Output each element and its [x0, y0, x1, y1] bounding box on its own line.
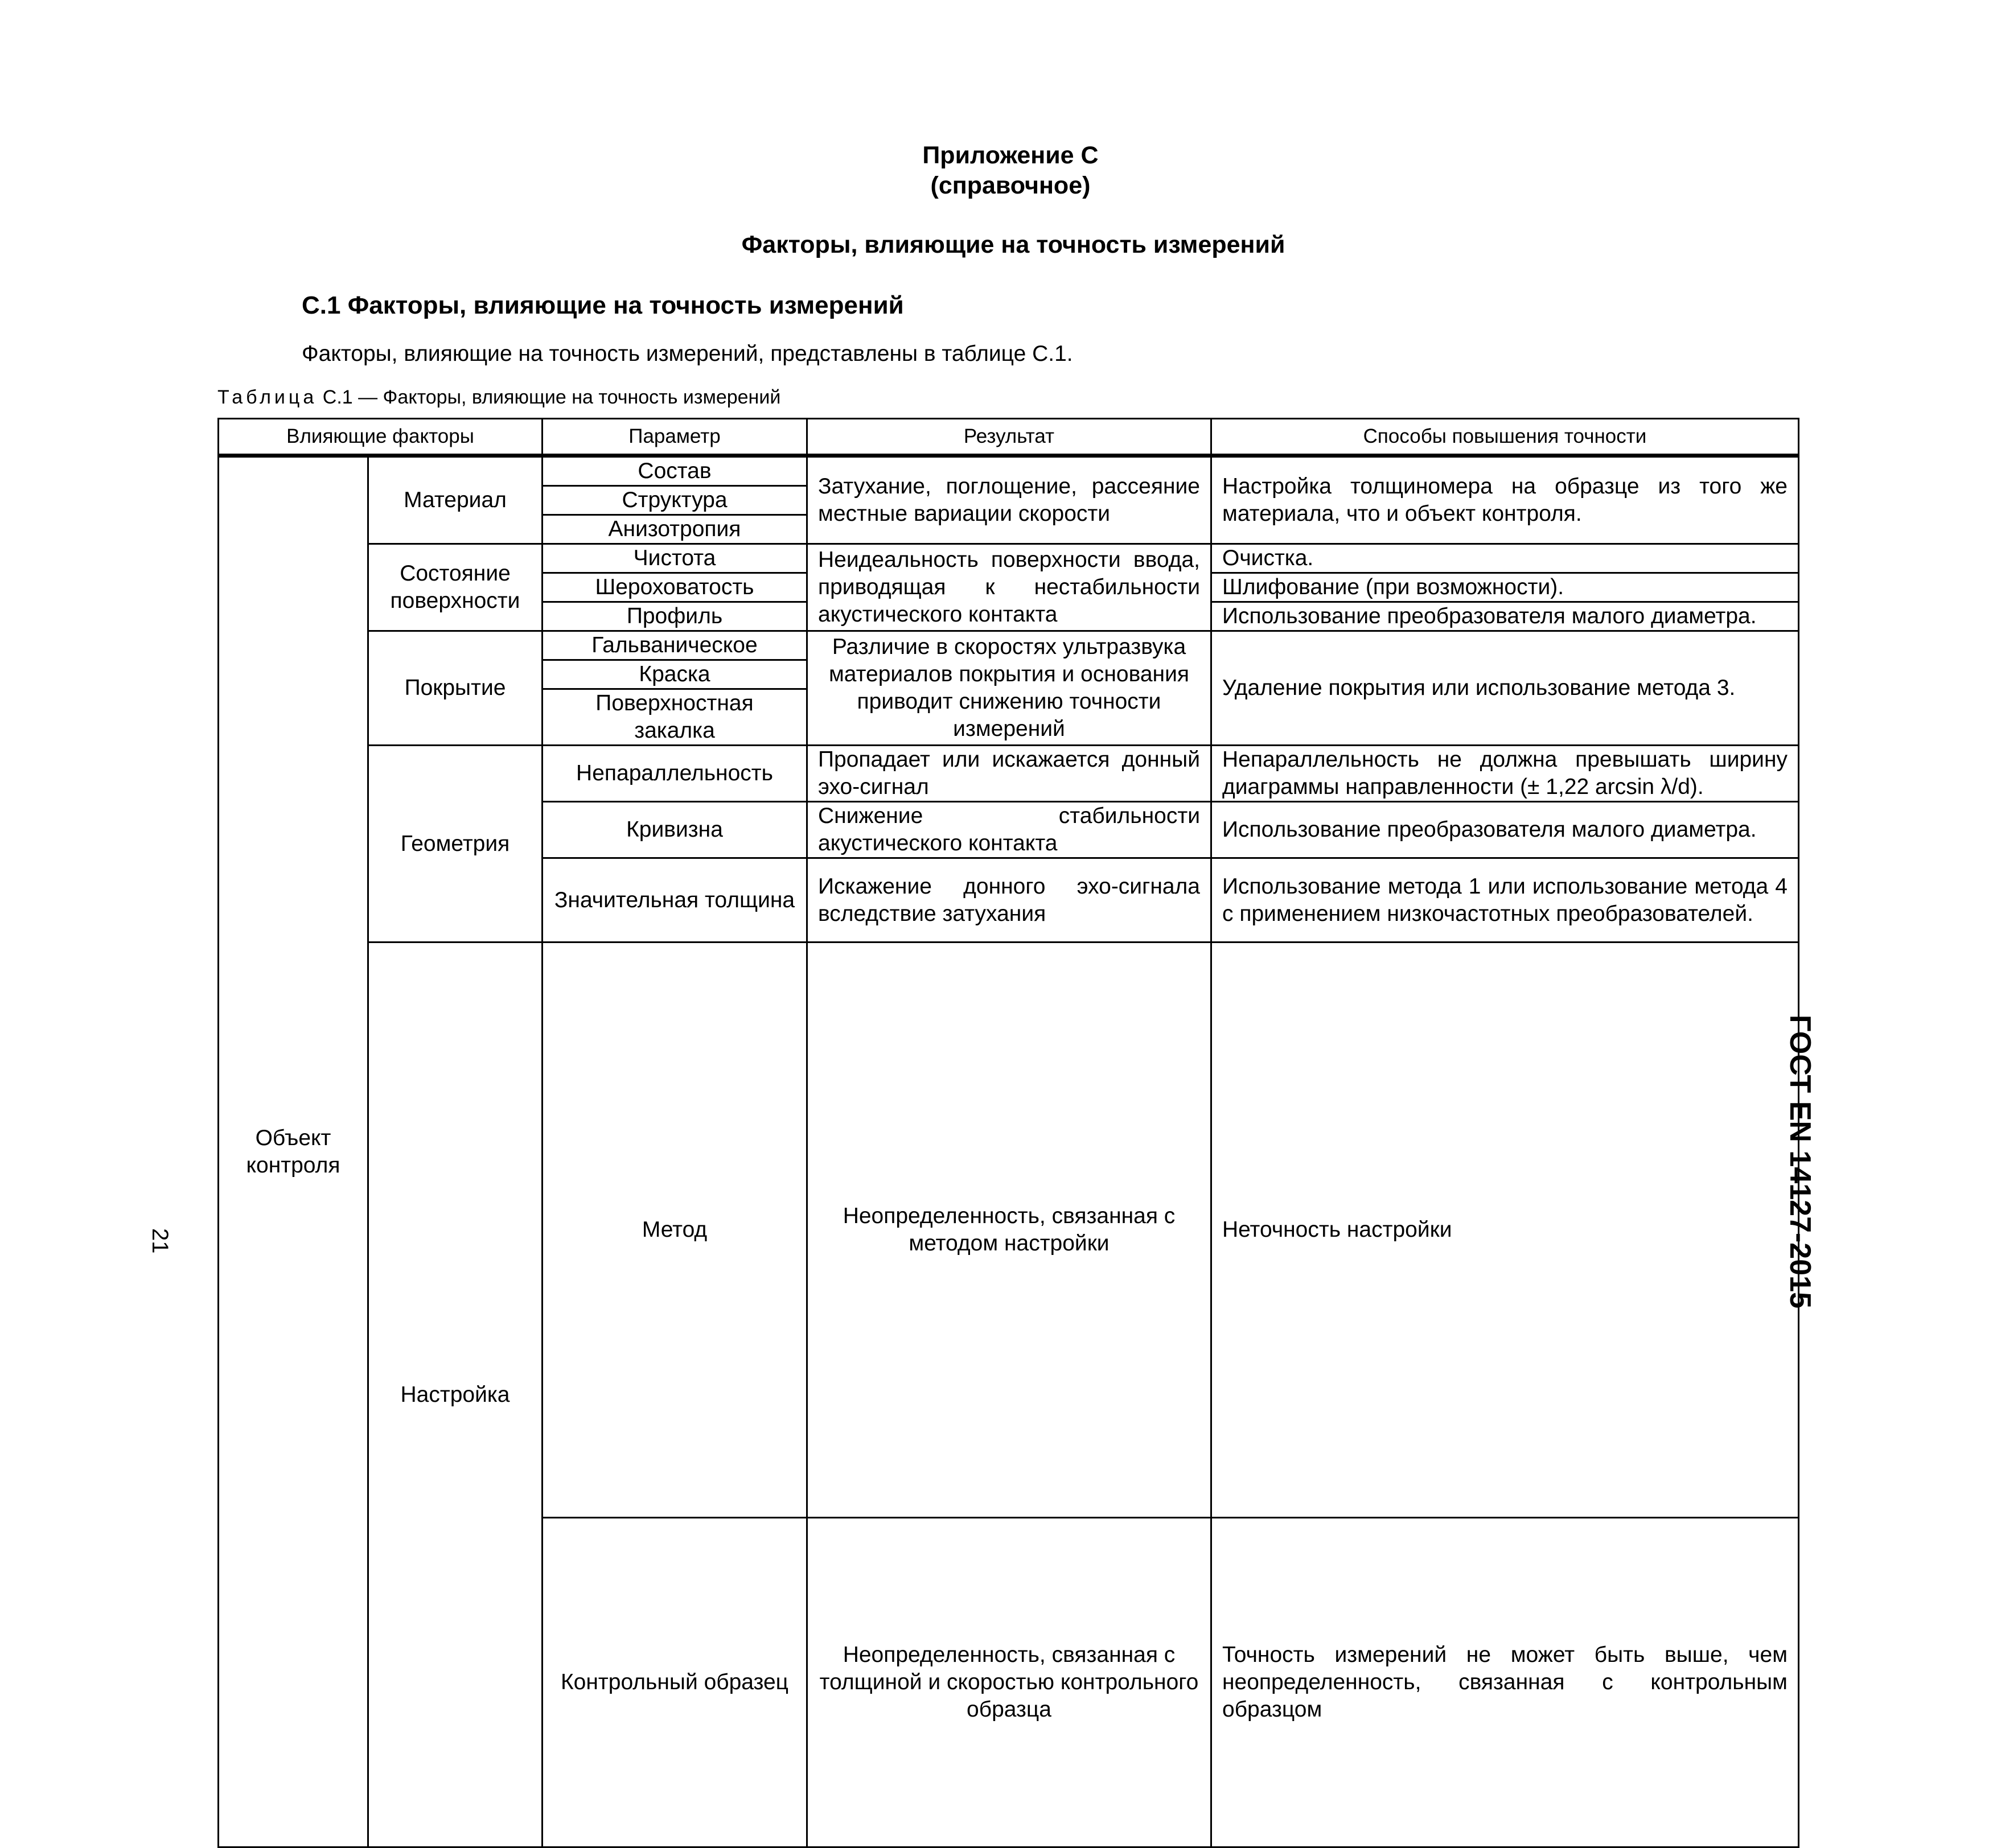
factor-material: Материал: [368, 456, 543, 544]
param-curvature: Кривизна: [543, 802, 807, 858]
appendix-title: Приложение С: [922, 142, 1099, 169]
result-coating: Различие в скоростях ультразвука материалов покрытия и основания приводит снижению точности измерений: [807, 631, 1211, 746]
group-setup: Настройка: [368, 942, 543, 1847]
result-sample: Точность измерений не может быть выше, чем неопределенность, связанная с контрольным образцом: [1211, 1518, 1799, 1847]
table-row: [219, 942, 1799, 1518]
param-sample-uncertainty: Неопределенность, связанная с толщиной и скоростью контрольного образца: [807, 1518, 1211, 1847]
table-header-row: [219, 419, 1799, 456]
group-object-control: Объект контроля: [219, 456, 368, 1847]
param-method-uncertainty: Неопределенность, связанная с методом настройки: [807, 942, 1211, 1518]
method-cleaning: Очистка.: [1211, 544, 1799, 573]
table-caption-label: Таблица: [217, 386, 318, 408]
header-result: Результат: [807, 419, 1211, 456]
table-caption-text: С.1 — Факторы, влияющие на точность измерений: [317, 386, 781, 408]
factor-reference-sample: Контрольный образец: [543, 1518, 807, 1847]
table-caption: [217, 385, 780, 410]
param-nonparallelism: Непараллельность: [543, 746, 807, 802]
param-roughness: Шероховатость: [543, 573, 807, 602]
method-grinding: Шлифование (при возможности).: [1211, 573, 1799, 602]
document-code-label: ГОСТ EN 14127-2015: [1784, 1015, 1817, 1308]
header-methods: Способы повышения точности: [1211, 419, 1799, 456]
param-surface-hardening: Поверхностная закалка: [543, 689, 807, 746]
method-nonparallelism: Непараллельность не должна превышать ширину диаграммы направленности (± 1,22 arcsin λ/d).: [1211, 746, 1799, 802]
table-row: [219, 746, 1799, 802]
method-large-thickness: Использование метода 1 или использование метода 4 с применением низкочастотных преобразователей.: [1211, 858, 1799, 942]
result-large-thickness: Искажение донного эхо-сигнала вследствие затухания: [807, 858, 1211, 942]
result-method: Неточность настройки: [1211, 942, 1799, 1518]
result-surface: Неидеальность поверхности ввода, приводящая к нестабильности акустического контакта: [807, 544, 1211, 631]
intro-paragraph: Факторы, влияющие на точность измерений, представлены в таблице С.1.: [302, 341, 1073, 366]
result-curvature: Снижение стабильности акустического контакта: [807, 802, 1211, 858]
param-cleanliness: Чистота: [543, 544, 807, 573]
section-heading: С.1 Факторы, влияющие на точность измерений: [302, 291, 904, 319]
param-paint: Краска: [543, 660, 807, 689]
param-structure: Структура: [543, 486, 807, 515]
factors-heading: Факторы, влияющие на точность измерений: [741, 231, 1285, 258]
method-coating: Удаление покрытия или использование метода 3.: [1211, 631, 1799, 746]
param-anisotropy: Анизотропия: [543, 515, 807, 544]
factor-method: Метод: [543, 942, 807, 1518]
factor-geometry: Геометрия: [368, 746, 543, 942]
method-small-transducer: Использование преобразователя малого диаметра.: [1211, 602, 1799, 631]
header-factors: Влияющие факторы: [219, 419, 543, 456]
result-nonparallelism: Пропадает или искажается донный эхо-сигнал: [807, 746, 1211, 802]
header-parameter: Параметр: [543, 419, 807, 456]
param-composition: Состав: [543, 456, 807, 486]
appendix-subtitle: (справочное): [930, 172, 1091, 199]
method-material: Настройка толщиномера на образце из того же материала, что и объект контроля.: [1211, 456, 1799, 544]
param-galvanic: Гальваническое: [543, 631, 807, 660]
factors-table: [217, 418, 1799, 1848]
table-row: [219, 631, 1799, 660]
table-row: [219, 456, 1799, 486]
factor-surface: Состояние поверхности: [368, 544, 543, 631]
param-profile: Профиль: [543, 602, 807, 631]
page-number: 21: [147, 1228, 172, 1254]
result-material: Затухание, поглощение, рассеяние местные вариации скорости: [807, 456, 1211, 544]
param-large-thickness: Значительная толщина: [543, 858, 807, 942]
table-row: [219, 544, 1799, 573]
factor-coating: Покрытие: [368, 631, 543, 746]
method-curvature: Использование преобразователя малого диаметра.: [1211, 802, 1799, 858]
